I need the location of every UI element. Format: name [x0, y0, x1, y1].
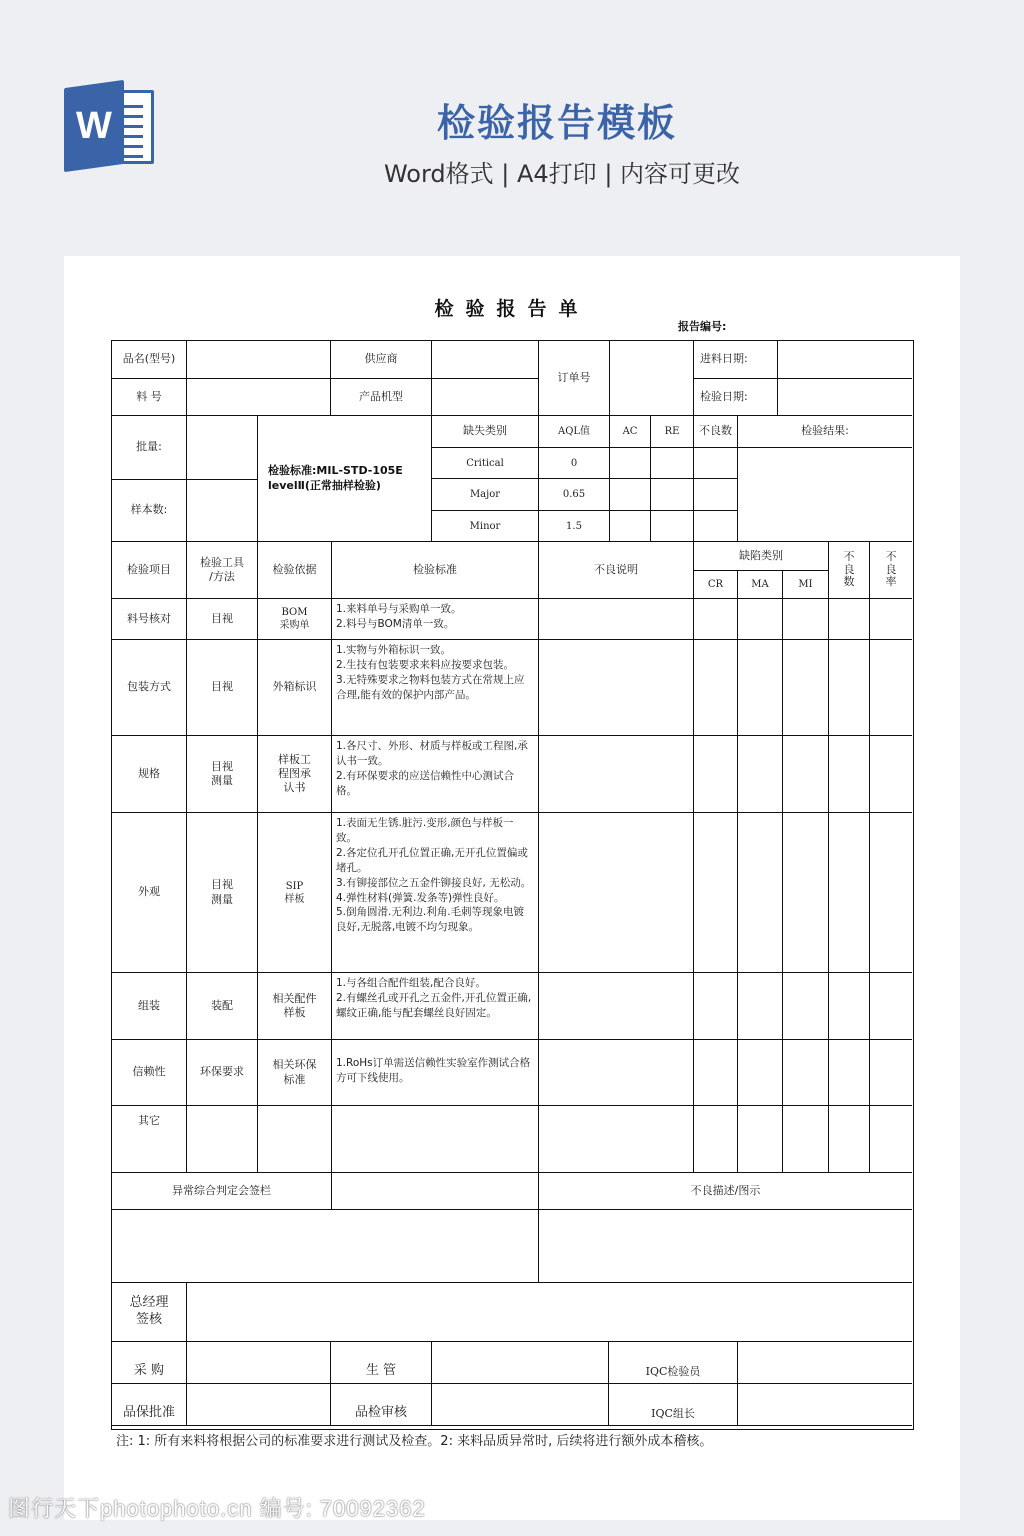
- re-field[interactable]: [651, 448, 694, 479]
- col-ma: MA: [738, 571, 783, 599]
- item-basis: BOM 采购单: [258, 599, 332, 640]
- aql-value-critical: 0: [539, 448, 610, 479]
- product-model-field[interactable]: [432, 379, 539, 416]
- watermark: 图行天下photophoto.cn 编号: 70092362: [8, 1496, 426, 1521]
- cr-field[interactable]: [694, 640, 738, 736]
- item-tool: 目视: [187, 599, 258, 640]
- qc-review-label: 品检审核: [331, 1384, 432, 1426]
- defect-num-field[interactable]: [829, 813, 870, 973]
- ac-field[interactable]: [610, 448, 651, 479]
- abnormal-sign-label: 异常综合判定会签栏: [112, 1173, 332, 1210]
- defect-desc-field[interactable]: [539, 1106, 694, 1173]
- item-tool: 目视 测量: [187, 813, 258, 973]
- product-name-field[interactable]: [187, 341, 331, 379]
- purchase-label: 采 购: [112, 1342, 187, 1384]
- defect-num-field[interactable]: [829, 1040, 870, 1106]
- re-header: RE: [651, 416, 694, 448]
- col-standard: 检验标准: [332, 542, 539, 599]
- product-model-label: 产品机型: [331, 379, 432, 416]
- item-basis: 相关环保 标准: [258, 1040, 332, 1106]
- item-name: 规格: [112, 736, 187, 813]
- material-no-field[interactable]: [187, 379, 331, 416]
- footnote: 注: 1: 所有来料将根据公司的标准要求进行测试及检查。2: 来料品质异常时, 后续将进行额外成本稽核。: [116, 1434, 713, 1449]
- defect-num-field[interactable]: [829, 973, 870, 1040]
- qc-review-field[interactable]: [432, 1384, 609, 1426]
- item-name: 其它: [112, 1106, 187, 1173]
- re-field[interactable]: [651, 479, 694, 511]
- inspection-standard: 检验标准:MIL-STD-105E levelⅡ(正常抽样检验): [258, 416, 432, 542]
- item-standard: 1.各尺寸、外形、材质与样板或工程图,承认书一致。 2.有环保要求的应送信赖性中心测试合格。: [332, 736, 539, 813]
- product-name-label: 品名(型号): [112, 341, 187, 379]
- inspect-date-field[interactable]: [778, 379, 912, 416]
- ma-field[interactable]: [738, 973, 783, 1040]
- incoming-date-field[interactable]: [778, 341, 912, 379]
- defect-num-field[interactable]: [829, 640, 870, 736]
- document-page: [64, 256, 960, 1520]
- supplier-label: 供应商: [331, 341, 432, 379]
- sample-label: 样本数:: [112, 480, 187, 542]
- item-tool[interactable]: [187, 1106, 258, 1173]
- item-standard[interactable]: [332, 1106, 539, 1173]
- defect-desc-field[interactable]: [539, 973, 694, 1040]
- col-cr: CR: [694, 571, 738, 599]
- sample-field[interactable]: [187, 480, 258, 542]
- item-name: 组装: [112, 973, 187, 1040]
- defect-desc-field[interactable]: [539, 599, 694, 640]
- order-no-field[interactable]: [610, 341, 694, 416]
- item-standard: 1.实物与外箱标识一致。 2.生技有包装要求来料应按要求包装。 3.无特殊要求之物料包装方式在常规上应合理,能有效的保护内部产品。: [332, 640, 539, 736]
- defect-rate-field[interactable]: [870, 1040, 912, 1106]
- item-basis: 相关配件 样板: [258, 973, 332, 1040]
- col-mi: MI: [783, 571, 829, 599]
- item-tool: 装配: [187, 973, 258, 1040]
- production-field[interactable]: [432, 1342, 609, 1384]
- defect-desc-field[interactable]: [539, 1040, 694, 1106]
- defect-count-field[interactable]: [694, 511, 738, 542]
- re-field[interactable]: [651, 511, 694, 542]
- aql-class-minor: Minor: [432, 511, 539, 542]
- supplier-field[interactable]: [432, 341, 539, 379]
- defect-count-field[interactable]: [694, 479, 738, 511]
- ma-field[interactable]: [738, 736, 783, 813]
- page-title: 检验报告模板: [436, 101, 677, 145]
- defect-class-header: 缺失类别: [432, 416, 539, 448]
- item-basis: SIP 样板: [258, 813, 332, 973]
- page-subtitle: Word格式 | A4打印 | 内容可更改: [383, 160, 741, 188]
- cr-field[interactable]: [694, 973, 738, 1040]
- defect-rate-field[interactable]: [870, 599, 912, 640]
- ma-field[interactable]: [738, 640, 783, 736]
- col-item: 检验项目: [112, 542, 187, 599]
- defect-rate-field[interactable]: [870, 640, 912, 736]
- mi-field[interactable]: [783, 736, 829, 813]
- iqc-leader-field[interactable]: [738, 1384, 912, 1426]
- aql-value-minor: 1.5: [539, 511, 610, 542]
- cr-field[interactable]: [694, 1040, 738, 1106]
- cr-field[interactable]: [694, 599, 738, 640]
- item-tool: 环保要求: [187, 1040, 258, 1106]
- item-name: 包装方式: [112, 640, 187, 736]
- ma-field[interactable]: [738, 1040, 783, 1106]
- ma-field[interactable]: [738, 1106, 783, 1173]
- word-icon: W: [64, 84, 156, 168]
- mi-field[interactable]: [783, 640, 829, 736]
- form-title: 检验报告单: [434, 298, 590, 320]
- abnormal-sign-field[interactable]: [332, 1173, 539, 1210]
- item-name: 料号核对: [112, 599, 187, 640]
- report-no-label: 报告编号:: [678, 320, 727, 333]
- gm-sign-label: 总经理 签核: [112, 1283, 187, 1342]
- material-no-label: 料 号: [112, 379, 187, 416]
- item-basis[interactable]: [258, 1106, 332, 1173]
- mi-field[interactable]: [783, 1040, 829, 1106]
- col-defect-type: 缺陷类别: [694, 542, 829, 571]
- aql-value-major: 0.65: [539, 479, 610, 511]
- result-field[interactable]: [738, 448, 912, 542]
- gm-sign-field[interactable]: [187, 1283, 912, 1342]
- defect-count-field[interactable]: [694, 448, 738, 479]
- ma-field[interactable]: [738, 599, 783, 640]
- order-no-label: 订单号: [539, 341, 610, 416]
- item-standard: 1.RoHs订单需送信赖性实验室作测试合格方可下线使用。: [332, 1040, 539, 1106]
- qa-approve-label: 品保批准: [112, 1384, 187, 1426]
- defect-pic-area[interactable]: [539, 1210, 912, 1283]
- iqc-inspector-label: IQC检验员: [609, 1342, 738, 1384]
- item-tool: 目视: [187, 640, 258, 736]
- defect-num-field[interactable]: [829, 599, 870, 640]
- col-defect-rate: 不 良 率: [870, 542, 912, 599]
- aql-class-major: Major: [432, 479, 539, 511]
- abnormal-sign-area[interactable]: [112, 1210, 539, 1283]
- purchase-field[interactable]: [187, 1342, 331, 1384]
- iqc-inspector-field[interactable]: [738, 1342, 912, 1384]
- ac-field[interactable]: [610, 479, 651, 511]
- item-basis: 外箱标识: [258, 640, 332, 736]
- aql-value-header: AQL值: [539, 416, 610, 448]
- mi-field[interactable]: [783, 973, 829, 1040]
- col-defect-desc: 不良说明: [539, 542, 694, 599]
- batch-field[interactable]: [187, 416, 258, 480]
- inspection-table: [111, 340, 914, 1449]
- defect-pic-label: 不良描述/图示: [539, 1173, 912, 1210]
- defect-rate-field[interactable]: [870, 736, 912, 813]
- defect-desc-field[interactable]: [539, 736, 694, 813]
- batch-label: 批量:: [112, 416, 187, 480]
- ac-header: AC: [610, 416, 651, 448]
- mi-field[interactable]: [783, 1106, 829, 1173]
- aql-class-critical: Critical: [432, 448, 539, 479]
- cr-field[interactable]: [694, 1106, 738, 1173]
- item-tool: 目视 测量: [187, 736, 258, 813]
- col-tool: 检验工具 /方法: [187, 542, 258, 599]
- defect-desc-field[interactable]: [539, 640, 694, 736]
- qa-approve-field[interactable]: [187, 1384, 331, 1426]
- cr-field[interactable]: [694, 813, 738, 973]
- item-standard: 1.表面无生锈.脏污.变形,颜色与样板一致。 2.各定位孔开孔位置正确,无开孔位置偏或堵孔。 3.有铆接部位之五金件铆接良好, 无松动。 4.弹性材料(弹簧.发条等)弹性良好。 5.倒角圆滑.无利边.利角.毛刺等现象电镀良好,无脱落,电镀不均匀现象。: [332, 813, 539, 973]
- item-name: 外观: [112, 813, 187, 973]
- item-standard: 1.与各组合配件组装,配合良好。 2.有螺丝孔或开孔之五金件,开孔位置正确,螺纹正确,能与配套螺丝良好固定。: [332, 973, 539, 1040]
- ma-field[interactable]: [738, 813, 783, 973]
- production-label: 生 管: [331, 1342, 432, 1384]
- defect-num-field[interactable]: [829, 1106, 870, 1173]
- defect-count-header: 不良数: [694, 416, 738, 448]
- incoming-date-label: 进料日期:: [694, 341, 778, 379]
- item-standard: 1.来料单号与采购单一致。 2.料号与BOM清单一致。: [332, 599, 539, 640]
- item-name: 信赖性: [112, 1040, 187, 1106]
- mi-field[interactable]: [783, 599, 829, 640]
- iqc-leader-label: IQC组长: [609, 1384, 738, 1426]
- col-basis: 检验依据: [258, 542, 332, 599]
- defect-desc-field[interactable]: [539, 813, 694, 973]
- ac-field[interactable]: [610, 511, 651, 542]
- mi-field[interactable]: [783, 813, 829, 973]
- defect-rate-field[interactable]: [870, 813, 912, 973]
- result-label: 检验结果:: [738, 416, 912, 448]
- col-defect-num: 不 良 数: [829, 542, 870, 599]
- cr-field[interactable]: [694, 736, 738, 813]
- defect-num-field[interactable]: [829, 736, 870, 813]
- defect-rate-field[interactable]: [870, 1106, 912, 1173]
- defect-rate-field[interactable]: [870, 973, 912, 1040]
- item-basis: 样板工 程图承 认书: [258, 736, 332, 813]
- inspect-date-label: 检验日期:: [694, 379, 778, 416]
